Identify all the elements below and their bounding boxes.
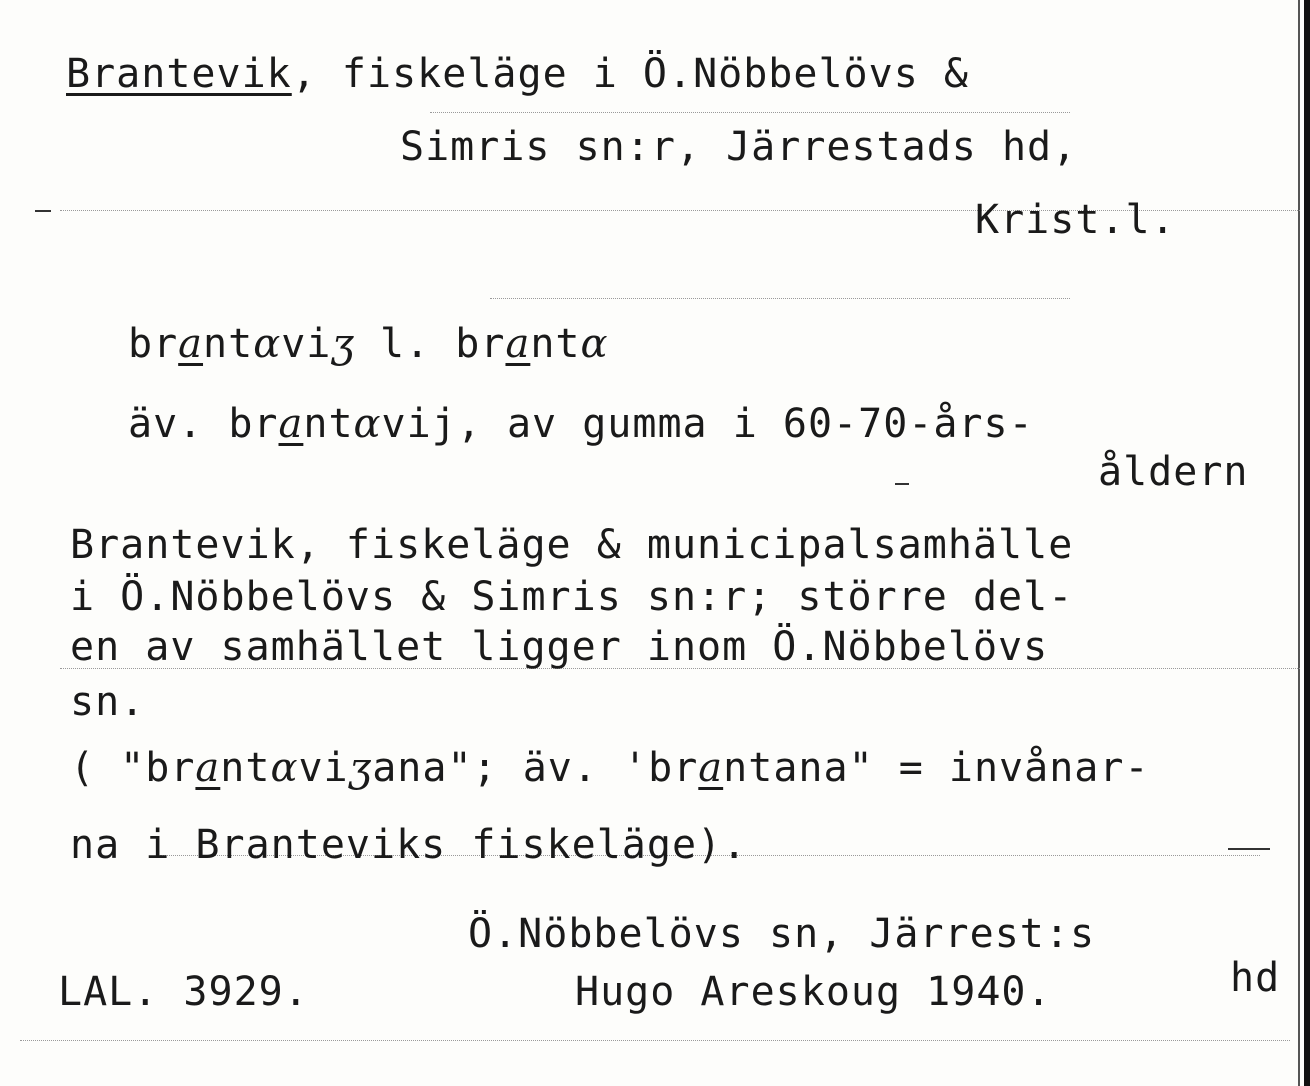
margin-dash bbox=[1228, 848, 1270, 850]
header-line-2: Simris sn:r, Järrestads hd, bbox=[400, 124, 1078, 170]
ruling-line bbox=[490, 298, 1070, 299]
ruling-line bbox=[20, 1040, 1290, 1041]
body-line-4: sn. bbox=[70, 679, 146, 725]
pron-phonetic: a bbox=[278, 401, 304, 447]
footer-place: Ö.Nöbbelövs sn, Järrest:s bbox=[468, 911, 1096, 957]
body-text: ntana" = invånar- bbox=[723, 745, 1150, 791]
pron-text: nt bbox=[203, 321, 254, 367]
body-line-5 bbox=[70, 746, 1150, 790]
body-line-3: en av samhället ligger inom Ö.Nöbbelövs bbox=[70, 624, 1049, 670]
body-phonetic: ɑ bbox=[270, 745, 299, 791]
archive-reference: LAL. 3929. bbox=[58, 969, 309, 1015]
body-text: nt bbox=[220, 745, 271, 791]
margin-dash bbox=[35, 210, 51, 212]
pronunciation-line-2 bbox=[128, 402, 1034, 446]
pron-text: nt bbox=[530, 321, 581, 367]
body-line-6: na i Branteviks fiskeläge). bbox=[70, 822, 748, 868]
pron-text: nt bbox=[303, 401, 354, 447]
body-phonetic: a bbox=[698, 745, 724, 791]
pron-text: äv. br bbox=[128, 401, 279, 447]
pron-phonetic: a bbox=[178, 321, 204, 367]
body-line-1: Brantevik, fiskeläge & municipalsamhälle bbox=[70, 522, 1074, 568]
pron-text: l. br bbox=[354, 321, 506, 367]
card-right-edge-inner bbox=[1298, 0, 1300, 1086]
body-line-2: i Ö.Nöbbelövs & Simris sn:r; större del- bbox=[70, 574, 1074, 620]
body-text: ( "br bbox=[70, 745, 196, 791]
pron-text: vij, av gumma i 60-70-års- bbox=[381, 401, 1034, 447]
ruling-line bbox=[430, 112, 1070, 113]
pronunciation-line-1 bbox=[128, 322, 609, 366]
footer-hd: hd bbox=[1230, 955, 1281, 1001]
pronunciation-line-3: åldern bbox=[1098, 449, 1249, 495]
pron-text: vi bbox=[281, 321, 332, 367]
header-line-3: Krist.l. bbox=[975, 197, 1176, 243]
body-text: vi bbox=[298, 745, 349, 791]
header-line-1 bbox=[66, 52, 969, 96]
pron-phonetic: ɑ bbox=[580, 321, 609, 367]
header-line-1-text: , fiskeläge i Ö.Nöbbelövs & bbox=[291, 51, 969, 97]
pron-phonetic: a bbox=[505, 321, 531, 367]
body-phonetic: a bbox=[195, 745, 221, 791]
body-phonetic: ʒ bbox=[348, 745, 373, 791]
margin-dash bbox=[895, 483, 909, 485]
pron-phonetic: ɑ bbox=[253, 321, 282, 367]
body-text: ana"; äv. 'br bbox=[372, 745, 699, 791]
headword: Brantevik bbox=[66, 51, 292, 97]
collector-line: Hugo Areskoug 1940. bbox=[575, 969, 1052, 1015]
card-right-edge bbox=[1304, 0, 1310, 1086]
pron-text: br bbox=[128, 321, 179, 367]
pron-phonetic: ɑ bbox=[353, 401, 382, 447]
pron-phonetic: ʒ bbox=[331, 321, 355, 367]
